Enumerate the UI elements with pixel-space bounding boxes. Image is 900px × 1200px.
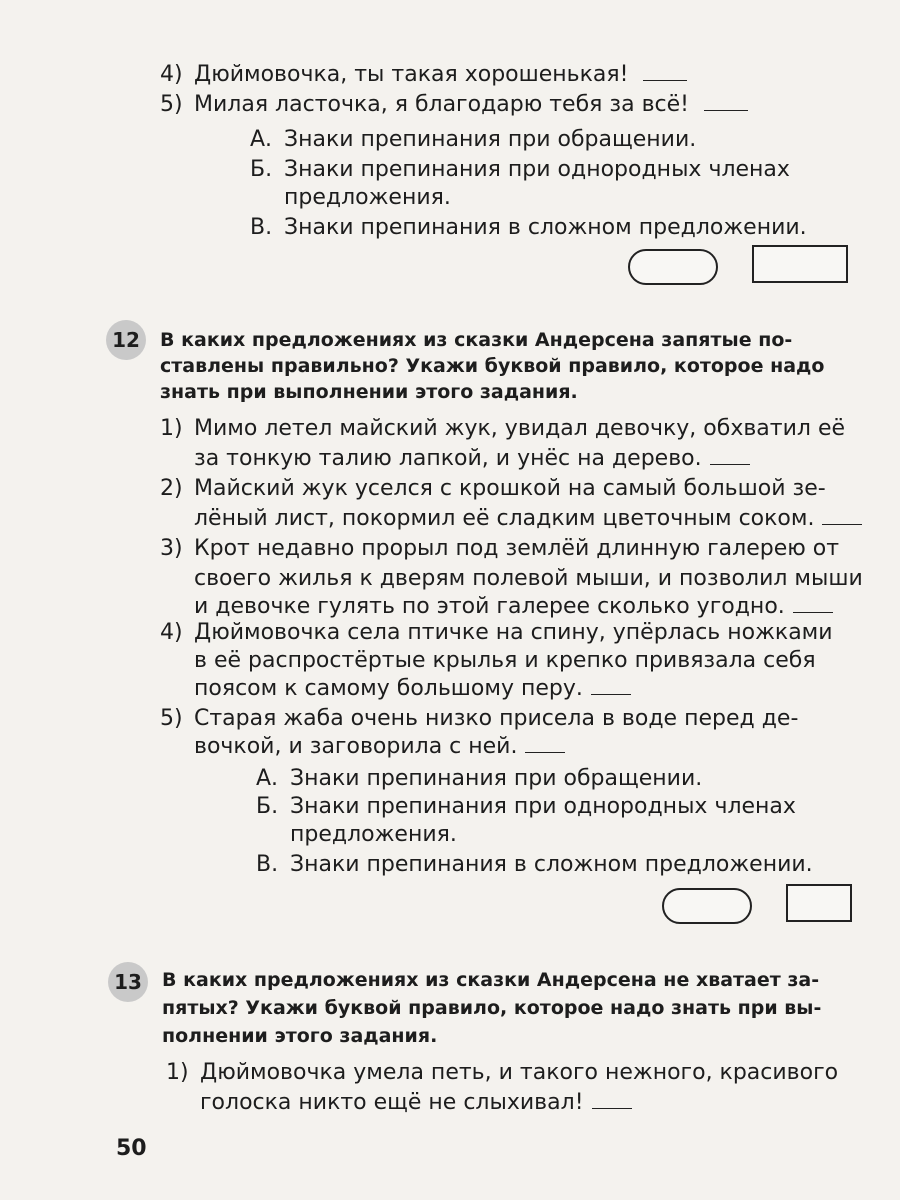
question-13-heading-line1: В каких предложениях из сказки Андерсена не хватает за- — [162, 969, 820, 991]
option-text: предложения. — [284, 185, 451, 210]
question-13-heading-line2: пятых? Укажи буквой правило, которое надо знать при вы- — [162, 997, 822, 1019]
q12-item-2: 2) Майский жук уселся с крошкой на самый большой зе- — [160, 476, 826, 501]
q12-item-1: 1) Мимо летел майский жук, увидал девочку, обхватил её — [160, 416, 846, 441]
option-letter: Б. — [250, 157, 273, 182]
q12-item-3-cont: своего жилья к дверям полевой мыши, и позволил мыши — [194, 566, 863, 591]
answer-box-letter[interactable] — [786, 884, 852, 922]
q12-item-4: 4) Дюймовочка села птичке на спину, упёрлась ножками — [160, 620, 833, 645]
page-number: 50 — [116, 1136, 147, 1161]
question-number-badge: 12 — [106, 320, 146, 360]
q12-item-3: 3) Крот недавно прорыл под землёй длинную галерею от — [160, 536, 840, 561]
answer-oval-numbers[interactable] — [628, 249, 718, 285]
q12-item-1-cont: за тонкую талию лапкой, и унёс на дерево. — [194, 444, 750, 474]
answer-blank[interactable] — [822, 504, 862, 525]
option-letter: А. — [250, 127, 273, 152]
option-v: В. Знаки препинания в сложном предложении. — [256, 852, 813, 877]
item-number: 5) — [160, 92, 183, 117]
answer-blank[interactable] — [710, 444, 750, 465]
q12-item-5-cont: вочкой, и заговорила с ней. — [194, 732, 565, 762]
option-b: Б. Знаки препинания при однородных членах — [256, 794, 796, 819]
option-a — [250, 125, 696, 155]
option-text: Знаки препинания при однородных членах — [284, 157, 790, 182]
q12-item-4-cont2: поясом к самому большому перу. — [194, 674, 631, 704]
answer-blank[interactable] — [643, 60, 687, 81]
question-12-heading-line1: В каких предложениях из сказки Андерсена запятые по- — [160, 329, 793, 351]
answer-box-letter[interactable] — [752, 245, 848, 283]
answer-blank[interactable] — [793, 592, 833, 613]
prev-item-5 — [160, 90, 748, 120]
question-13-heading-line3: полнении этого задания. — [162, 1025, 438, 1047]
q12-item-2-cont: лёный лист, покормил её сладким цветочным соком. — [194, 504, 862, 534]
option-text: Знаки препинания в сложном предложении. — [284, 215, 807, 240]
answer-oval-numbers[interactable] — [662, 888, 752, 924]
answer-blank[interactable] — [704, 90, 748, 111]
item-text: Дюймовочка, ты такая хорошенькая! — [194, 62, 629, 87]
question-12-heading-line3: знать при выполнении этого задания. — [160, 381, 578, 403]
option-b-cont: предложения. — [290, 822, 457, 847]
option-a: А. Знаки препинания при обращении. — [256, 766, 703, 791]
q12-item-4-cont: в её распростёртые крылья и крепко привязала себя — [194, 648, 816, 673]
option-b-cont — [284, 183, 451, 213]
question-number-badge: 13 — [108, 962, 148, 1002]
answer-blank[interactable] — [525, 732, 565, 753]
q13-item-1-cont: голоска никто ещё не слыхивал! — [200, 1088, 632, 1118]
q12-item-3-cont2: и девочке гулять по этой галерее сколько угодно. — [194, 592, 833, 622]
answer-blank[interactable] — [591, 674, 631, 695]
answer-blank[interactable] — [592, 1088, 632, 1109]
item-text: Милая ласточка, я благодарю тебя за всё! — [194, 92, 689, 117]
option-letter: В. — [250, 215, 273, 240]
option-v — [250, 213, 807, 243]
option-b — [250, 155, 790, 185]
prev-item-4 — [160, 60, 687, 90]
option-text: Знаки препинания при обращении. — [284, 127, 697, 152]
item-number: 4) — [160, 62, 183, 87]
q13-item-1: 1) Дюймовочка умела петь, и такого нежного, красивого — [166, 1060, 839, 1085]
q12-item-5: 5) Старая жаба очень низко присела в воде перед де- — [160, 706, 799, 731]
question-12-heading-line2: ставлены правильно? Укажи буквой правило, которое надо — [160, 355, 825, 377]
